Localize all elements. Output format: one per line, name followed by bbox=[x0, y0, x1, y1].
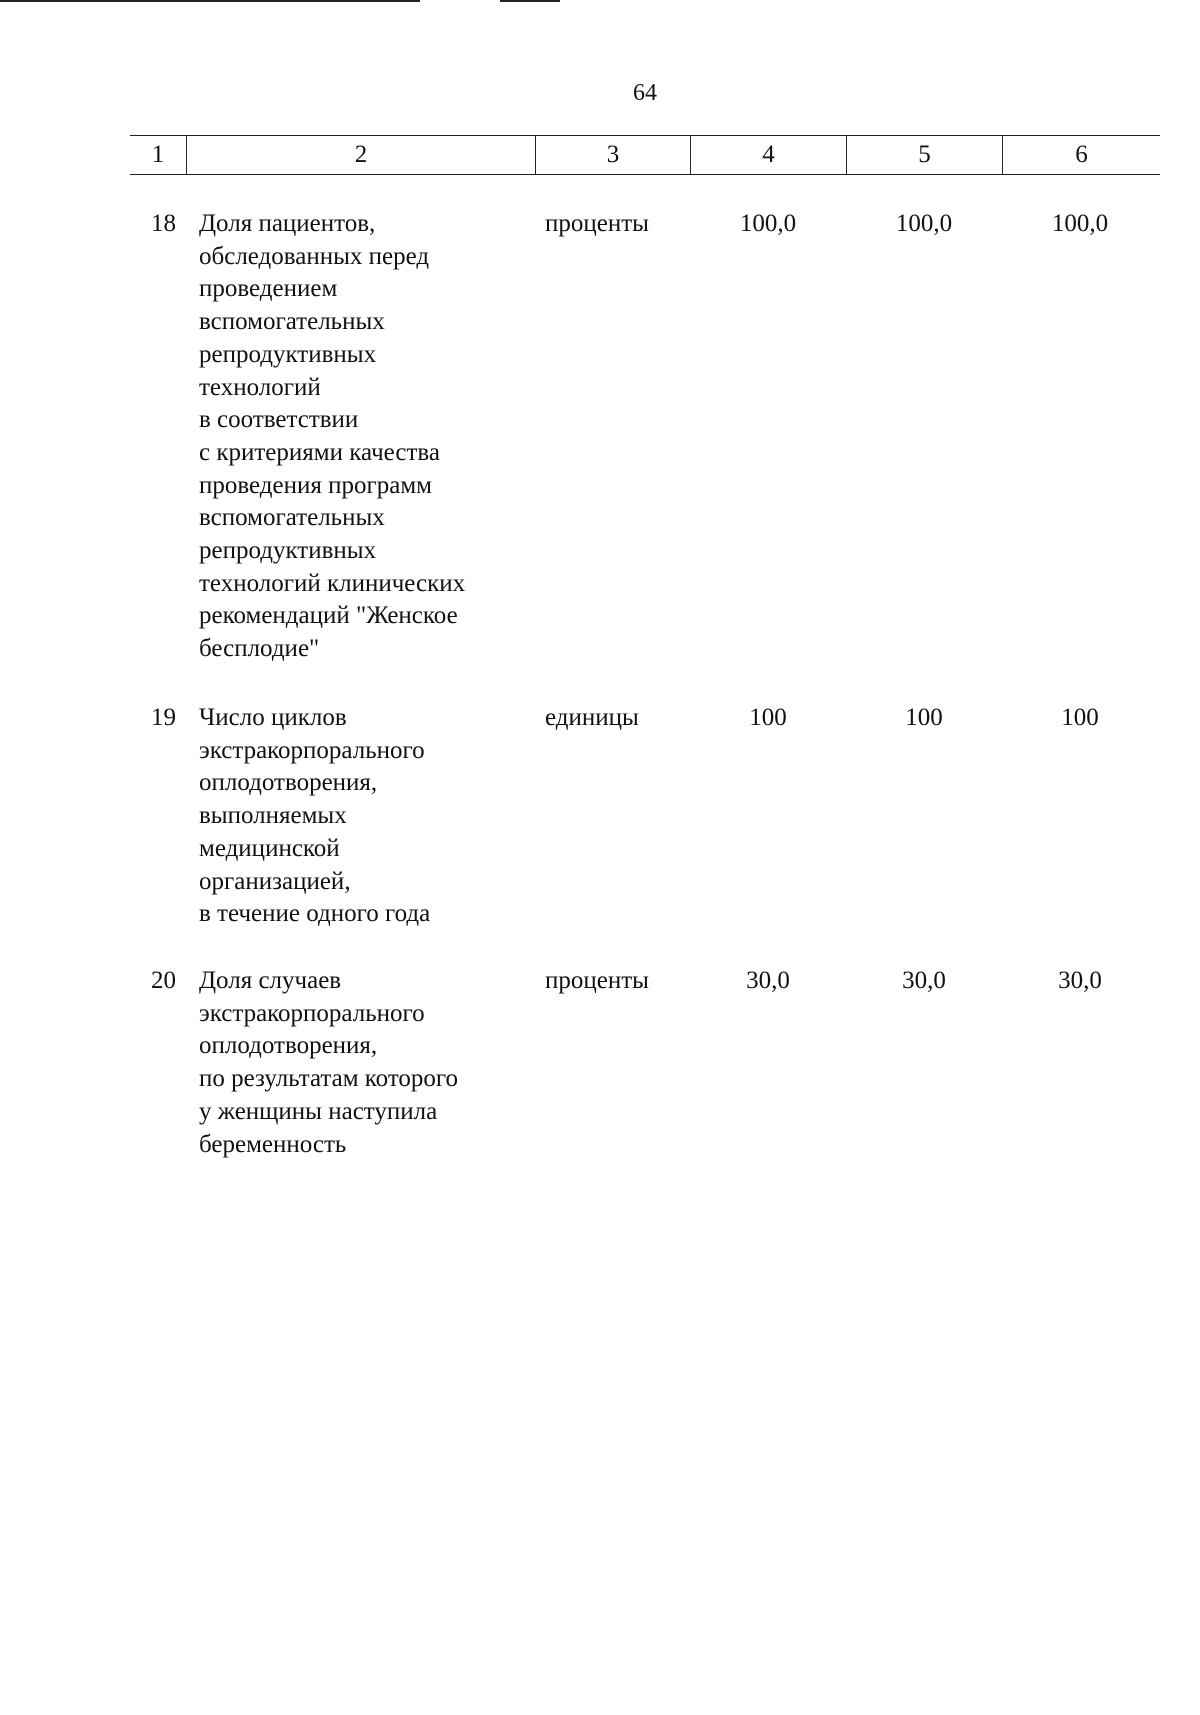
column-header: 3 bbox=[535, 136, 690, 174]
row-unit: проценты bbox=[545, 210, 649, 237]
description-line: экстракорпорального bbox=[199, 999, 425, 1027]
description-line: оплодотворения, bbox=[199, 769, 378, 797]
row-description bbox=[199, 965, 539, 1161]
row-number: 20 bbox=[151, 967, 176, 994]
column-header: 2 bbox=[186, 136, 535, 174]
description-line: беременность bbox=[199, 1130, 347, 1158]
description-line: организацией, bbox=[199, 867, 351, 895]
row-value-col6: 30,0 bbox=[1058, 967, 1102, 994]
description-line: в течение одного года bbox=[199, 900, 431, 928]
description-line: у женщины наступила bbox=[199, 1097, 438, 1125]
column-header: 6 bbox=[1002, 136, 1160, 174]
description-line: рекомендаций "Женское bbox=[199, 602, 458, 630]
description-line: проведением bbox=[199, 275, 338, 303]
description-line: бесплодие" bbox=[199, 635, 320, 663]
column-header: 4 bbox=[690, 136, 846, 174]
description-line: Число циклов bbox=[199, 704, 347, 731]
description-line: по результатам которого bbox=[199, 1065, 459, 1093]
description-line: медицинской bbox=[199, 834, 340, 862]
description-line: технологий bbox=[199, 373, 321, 401]
row-value-col5: 30,0 bbox=[902, 967, 946, 994]
row-value-col4: 100,0 bbox=[739, 210, 797, 237]
row-unit: единицы bbox=[545, 704, 639, 731]
description-line: Доля пациентов, bbox=[199, 210, 376, 237]
description-line: вспомогательных bbox=[199, 308, 385, 336]
scan-edge-line bbox=[500, 0, 560, 2]
description-line: оплодотворения, bbox=[199, 1032, 378, 1060]
description-line: репродуктивных bbox=[199, 340, 377, 368]
description-line: репродуктивных bbox=[199, 537, 377, 565]
description-line: в соответствии bbox=[199, 406, 359, 434]
page-number: 64 bbox=[633, 80, 657, 106]
row-unit: проценты bbox=[545, 967, 649, 994]
row-value-col4: 100 bbox=[749, 704, 787, 731]
scan-edge-line bbox=[0, 0, 420, 2]
row-value-col5: 100 bbox=[905, 704, 943, 731]
description-line: выполняемых bbox=[199, 802, 347, 830]
description-line: обследованных перед bbox=[199, 242, 430, 270]
row-description bbox=[199, 208, 539, 666]
row-number: 18 bbox=[151, 210, 176, 237]
row-value-col5: 100,0 bbox=[895, 210, 953, 237]
description-line: с критериями качества bbox=[199, 438, 440, 466]
row-value-col6: 100 bbox=[1061, 704, 1099, 731]
description-line: проведения программ bbox=[199, 471, 432, 499]
row-value-col6: 100,0 bbox=[1051, 210, 1109, 237]
row-description bbox=[199, 702, 539, 931]
column-header: 5 bbox=[846, 136, 1002, 174]
row-number: 19 bbox=[151, 704, 176, 731]
description-line: вспомогательных bbox=[199, 504, 385, 532]
row-value-col4: 30,0 bbox=[746, 967, 790, 994]
description-line: экстракорпорального bbox=[199, 736, 425, 764]
description-line: технологий клинических bbox=[199, 569, 466, 597]
description-line: Доля случаев bbox=[199, 967, 342, 994]
column-header: 1 bbox=[151, 141, 165, 168]
table-header-row bbox=[130, 135, 1160, 175]
